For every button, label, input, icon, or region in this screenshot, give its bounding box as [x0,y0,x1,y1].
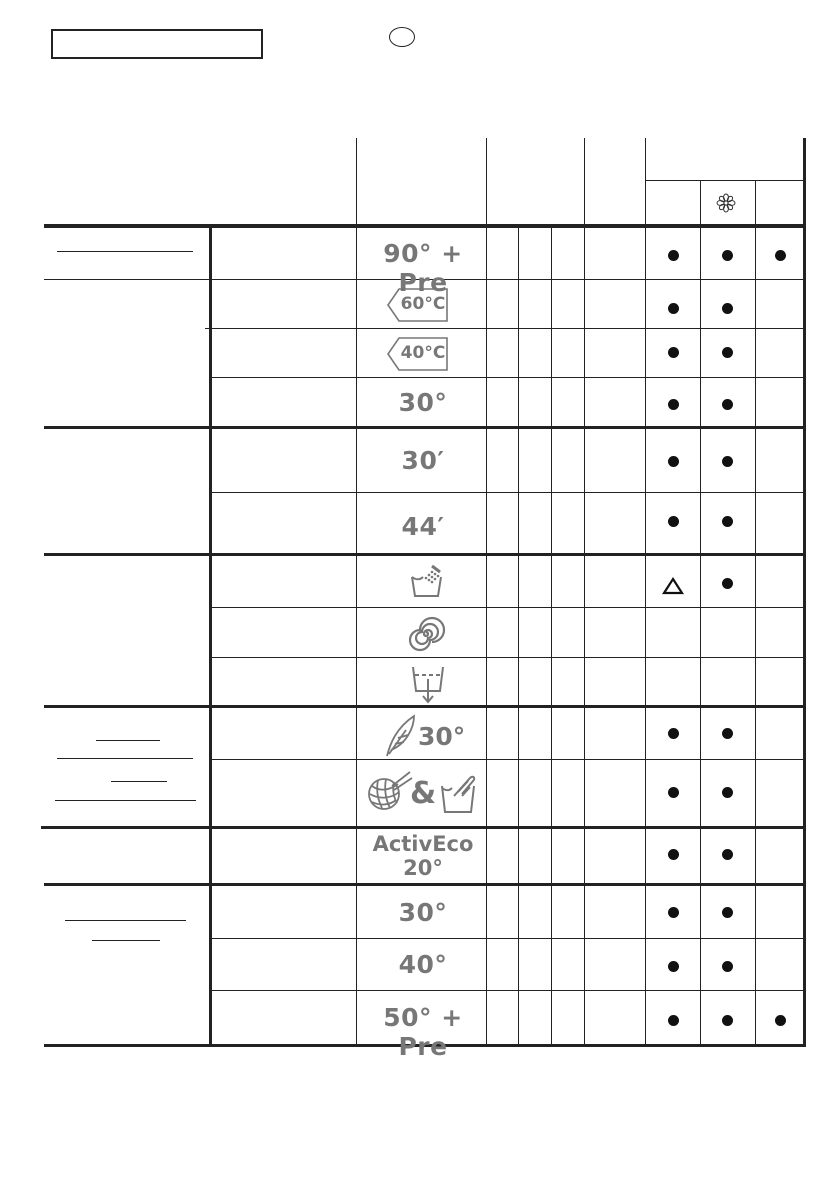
dot [668,1015,679,1026]
dot [668,961,679,972]
dot [722,250,733,261]
dot [722,907,733,918]
title-box [51,29,263,59]
program-activeco-temp: 20° [403,856,443,880]
program-delicate-30: 30° [418,722,466,751]
dot [722,1015,733,1026]
dot [668,907,679,918]
dot [668,787,679,798]
flower-icon [716,193,736,213]
program-44-min: 44′ [401,512,445,541]
program-30: 30° [398,388,448,417]
program-40-b: 40° [398,950,448,979]
program-30-min: 30′ [401,446,445,475]
drain-icon [411,665,445,705]
dot [775,250,786,261]
handwash-icon [440,772,478,814]
dot [722,578,733,589]
dot [722,728,733,739]
dot [722,849,733,860]
dot [775,1015,786,1026]
program-50-pre: 50° + Pre [383,1003,463,1061]
dot [722,516,733,527]
triangle-icon [662,577,684,595]
dot [668,849,679,860]
dot [722,399,733,410]
dot [722,347,733,358]
program-90-pre: 90° + Pre [383,239,463,297]
dot [668,303,679,314]
program-40c: 40°C [400,343,446,363]
feather-icon [384,714,418,758]
dot [668,456,679,467]
dot [668,516,679,527]
dot [668,250,679,261]
spin-icon [408,616,444,652]
ampersand: & [410,776,437,811]
program-30-b: 30° [398,898,448,927]
dot [722,303,733,314]
rinse-icon [410,563,444,599]
language-badge [389,27,415,47]
dot [722,456,733,467]
wool-icon [366,770,414,814]
dot [668,347,679,358]
program-60c: 60°C [400,294,446,314]
program-activeco: ActivEco [372,832,474,856]
dot [668,399,679,410]
dot [722,961,733,972]
dot [668,728,679,739]
dot [722,787,733,798]
